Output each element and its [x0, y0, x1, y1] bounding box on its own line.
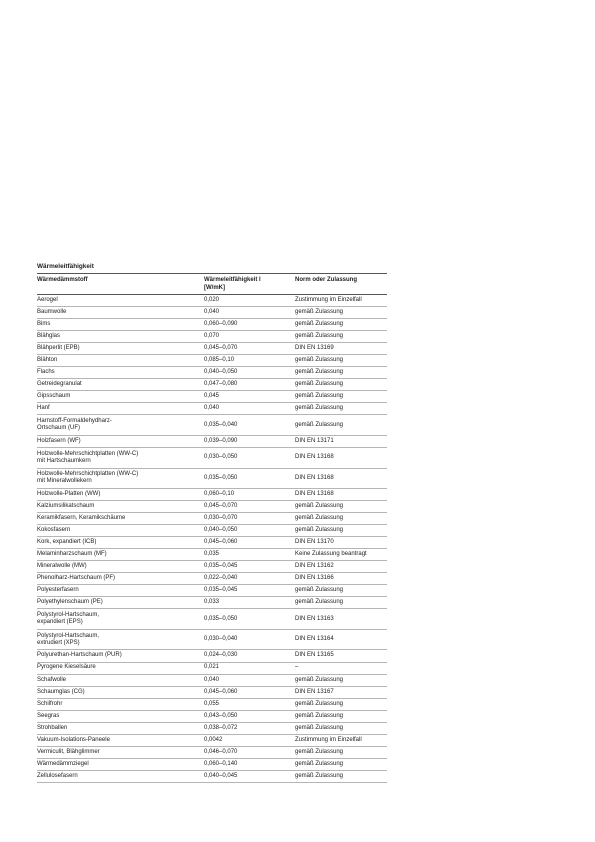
cell-conductivity: 0,039–0,090: [204, 437, 238, 444]
table-row: [37, 537, 387, 549]
cell-material: Blähton: [37, 357, 58, 364]
table-title: Wärmeleitfähigkeit: [37, 263, 387, 274]
cell-standard: DIN EN 13165: [295, 652, 334, 659]
cell-material: Schafwolle: [37, 676, 67, 683]
cell-material: Blähperlit (EPB): [37, 345, 80, 352]
header-conductivity: Wärmeleitfähigkeit l [W/mK]: [204, 277, 261, 291]
cell-conductivity: 0,030–0,040: [204, 636, 238, 643]
table-row: [37, 415, 387, 436]
cell-material: Bims: [37, 321, 51, 328]
table-row: [37, 675, 387, 687]
cell-standard: Zustimmung im Einzelfall: [295, 736, 362, 743]
cell-standard: gemäß Zulassung: [295, 333, 344, 340]
table-row: [37, 663, 387, 675]
cell-material: Getreidegranulat: [37, 381, 82, 388]
table-row: [37, 699, 387, 711]
cell-conductivity: 0,070: [204, 333, 220, 340]
table-row: [37, 687, 387, 699]
cell-material: Kork, expandiert (ICB): [37, 539, 97, 546]
cell-conductivity: 0,060–0,090: [204, 321, 238, 328]
cell-standard: gemäß Zulassung: [295, 421, 344, 428]
cell-material: Mineralwolle (MW): [37, 563, 87, 570]
cell-material: Kokosfasern: [37, 527, 71, 534]
cell-material: Aerogel: [37, 296, 58, 303]
cell-conductivity: 0,035–0,045: [204, 587, 238, 594]
table-row: [37, 489, 387, 501]
cell-conductivity: 0,035–0,045: [204, 563, 238, 570]
cell-standard: gemäß Zulassung: [295, 760, 344, 767]
cell-material: Harnstoff-Formaldehydharz- Ortschaum (UF): [37, 418, 112, 432]
cell-conductivity: 0,021: [204, 664, 220, 671]
cell-conductivity: 0,040: [204, 405, 220, 412]
header-material: Wärmedämmstoff: [37, 277, 88, 283]
cell-material: Polyesterfasern: [37, 587, 79, 594]
cell-conductivity: 0,046–0,070: [204, 748, 238, 755]
table-row: [37, 319, 387, 331]
table-row: [37, 307, 387, 319]
cell-material: Keramikfasern, Keramikschäume: [37, 515, 126, 522]
cell-conductivity: 0,030–0,070: [204, 515, 238, 522]
cell-standard: DIN EN 13168: [295, 474, 334, 481]
cell-material: Strohballen: [37, 724, 68, 731]
table-row: [37, 367, 387, 379]
cell-standard: gemäß Zulassung: [295, 405, 344, 412]
cell-conductivity: 0,060–0,140: [204, 760, 238, 767]
cell-material: Polystyrol-Hartschaum, extrudiert (XPS): [37, 632, 100, 646]
table-row: [37, 711, 387, 723]
table-row: [37, 650, 387, 662]
cell-standard: gemäß Zulassung: [295, 502, 344, 509]
table-row: [37, 501, 387, 513]
cell-standard: DIN EN 13170: [295, 539, 334, 546]
cell-standard: DIN EN 13171: [295, 437, 334, 444]
cell-conductivity: 0,055: [204, 700, 220, 707]
cell-conductivity: 0,035–0,040: [204, 421, 238, 428]
cell-material: Zellulosefasern: [37, 772, 78, 779]
cell-conductivity: 0,040: [204, 308, 220, 315]
cell-material: Wärmedämmziegel: [37, 760, 89, 767]
cell-standard: gemäß Zulassung: [295, 321, 344, 328]
cell-material: Gipsschaum: [37, 393, 71, 400]
cell-conductivity: 0,0042: [204, 736, 223, 743]
cell-standard: gemäß Zulassung: [295, 748, 344, 755]
header-standard: Norm oder Zulassung: [295, 277, 358, 283]
cell-conductivity: 0,040–0,045: [204, 772, 238, 779]
cell-conductivity: 0,045–0,070: [204, 502, 238, 509]
cell-standard: gemäß Zulassung: [295, 712, 344, 719]
table-body: [37, 295, 387, 783]
cell-standard: DIN EN 13167: [295, 688, 334, 695]
cell-standard: gemäß Zulassung: [295, 587, 344, 594]
table-row: [37, 609, 387, 630]
table-row: [37, 585, 387, 597]
cell-conductivity: 0,040–0,050: [204, 369, 238, 376]
cell-standard: DIN EN 13169: [295, 345, 334, 352]
cell-conductivity: 0,035–0,050: [204, 474, 238, 481]
cell-standard: gemäß Zulassung: [295, 515, 344, 522]
table-row: [37, 597, 387, 609]
cell-standard: gemäß Zulassung: [295, 676, 344, 683]
table-header-row: [37, 274, 387, 295]
cell-conductivity: 0,043–0,050: [204, 712, 238, 719]
cell-conductivity: 0,045: [204, 393, 220, 400]
table-row: [37, 379, 387, 391]
cell-standard: gemäß Zulassung: [295, 700, 344, 707]
table-row: [37, 630, 387, 651]
table-row: [37, 355, 387, 367]
cell-material: Baumwolle: [37, 308, 67, 315]
table-row: [37, 343, 387, 355]
cell-material: Holzwolle-Mehrschichtplatten (WW-C) mit Mineralwollekern: [37, 471, 139, 485]
cell-conductivity: 0,024–0,030: [204, 652, 238, 659]
cell-conductivity: 0,085–0,10: [204, 357, 235, 364]
cell-material: Melaminharzschaum (MF): [37, 551, 107, 558]
cell-standard: DIN EN 13163: [295, 615, 334, 622]
cell-conductivity: 0,040: [204, 676, 220, 683]
cell-standard: Zustimmung im Einzelfall: [295, 296, 362, 303]
table-row: [37, 525, 387, 537]
cell-standard: gemäß Zulassung: [295, 527, 344, 534]
cell-conductivity: 0,035: [204, 551, 220, 558]
table-row: [37, 448, 387, 469]
table-row: [37, 391, 387, 403]
cell-material: Blähglas: [37, 333, 61, 340]
cell-conductivity: 0,045–0,060: [204, 539, 238, 546]
cell-material: Flachs: [37, 369, 55, 376]
cell-conductivity: 0,020: [204, 296, 220, 303]
cell-material: Hanf: [37, 405, 50, 412]
cell-material: Vakuum-Isolations-Paneele: [37, 736, 110, 743]
cell-standard: gemäß Zulassung: [295, 357, 344, 364]
cell-standard: DIN EN 13164: [295, 636, 334, 643]
table-row: [37, 331, 387, 343]
table-row: [37, 723, 387, 735]
cell-conductivity: 0,040–0,050: [204, 527, 238, 534]
cell-conductivity: 0,045–0,070: [204, 345, 238, 352]
cell-conductivity: 0,047–0,080: [204, 381, 238, 388]
cell-material: Schilfrohr: [37, 700, 63, 707]
table-row: [37, 513, 387, 525]
table-row: [37, 561, 387, 573]
cell-material: Pyrogene Kieselsäure: [37, 664, 96, 671]
cell-conductivity: 0,038–0,072: [204, 724, 238, 731]
cell-material: Vermiculit, Blähglimmer: [37, 748, 100, 755]
cell-standard: DIN EN 13166: [295, 575, 334, 582]
cell-standard: gemäß Zulassung: [295, 381, 344, 388]
cell-conductivity: 0,060–0,10: [204, 490, 235, 497]
cell-standard: gemäß Zulassung: [295, 308, 344, 315]
thermal-conductivity-table: [37, 263, 387, 783]
cell-standard: –: [295, 664, 299, 671]
cell-material: Holzfasern (WF): [37, 437, 81, 444]
table-row: [37, 295, 387, 307]
cell-material: Kalziumsilikatschaum: [37, 502, 95, 509]
cell-standard: DIN EN 13168: [295, 454, 334, 461]
table-row: [37, 759, 387, 771]
cell-standard: DIN EN 13162: [295, 563, 334, 570]
cell-conductivity: 0,022–0,040: [204, 575, 238, 582]
table-row: [37, 735, 387, 747]
table-row: [37, 747, 387, 759]
cell-standard: gemäß Zulassung: [295, 724, 344, 731]
table-row: [37, 549, 387, 561]
table-row: [37, 771, 387, 783]
cell-conductivity: 0,045–0,060: [204, 688, 238, 695]
cell-conductivity: 0,035–0,050: [204, 615, 238, 622]
cell-material: Holzwolle-Mehrschichtplatten (WW-C) mit Hartschaumkern: [37, 450, 139, 464]
table-row: [37, 573, 387, 585]
table-row: [37, 469, 387, 490]
cell-material: Polyurethan-Hartschaum (PUR): [37, 652, 122, 659]
table-row: [37, 403, 387, 415]
cell-material: Phenolharz-Hartschaum (PF): [37, 575, 116, 582]
cell-standard: gemäß Zulassung: [295, 772, 344, 779]
table-row: [37, 436, 387, 448]
cell-standard: gemäß Zulassung: [295, 599, 344, 606]
cell-standard: gemäß Zulassung: [295, 393, 344, 400]
cell-conductivity: 0,030–0,050: [204, 454, 238, 461]
cell-standard: gemäß Zulassung: [295, 369, 344, 376]
cell-material: Polyethylenschaum (PE): [37, 599, 103, 606]
cell-standard: DIN EN 13168: [295, 490, 334, 497]
cell-material: Schaumglas (CG): [37, 688, 85, 695]
cell-material: Polystyrol-Hartschaum, expandiert (EPS): [37, 612, 100, 626]
cell-conductivity: 0,033: [204, 599, 220, 606]
cell-material: Holzwolle-Platten (WW): [37, 490, 101, 497]
cell-material: Seegras: [37, 712, 60, 719]
cell-standard: Keine Zulassung beantragt: [295, 551, 367, 558]
